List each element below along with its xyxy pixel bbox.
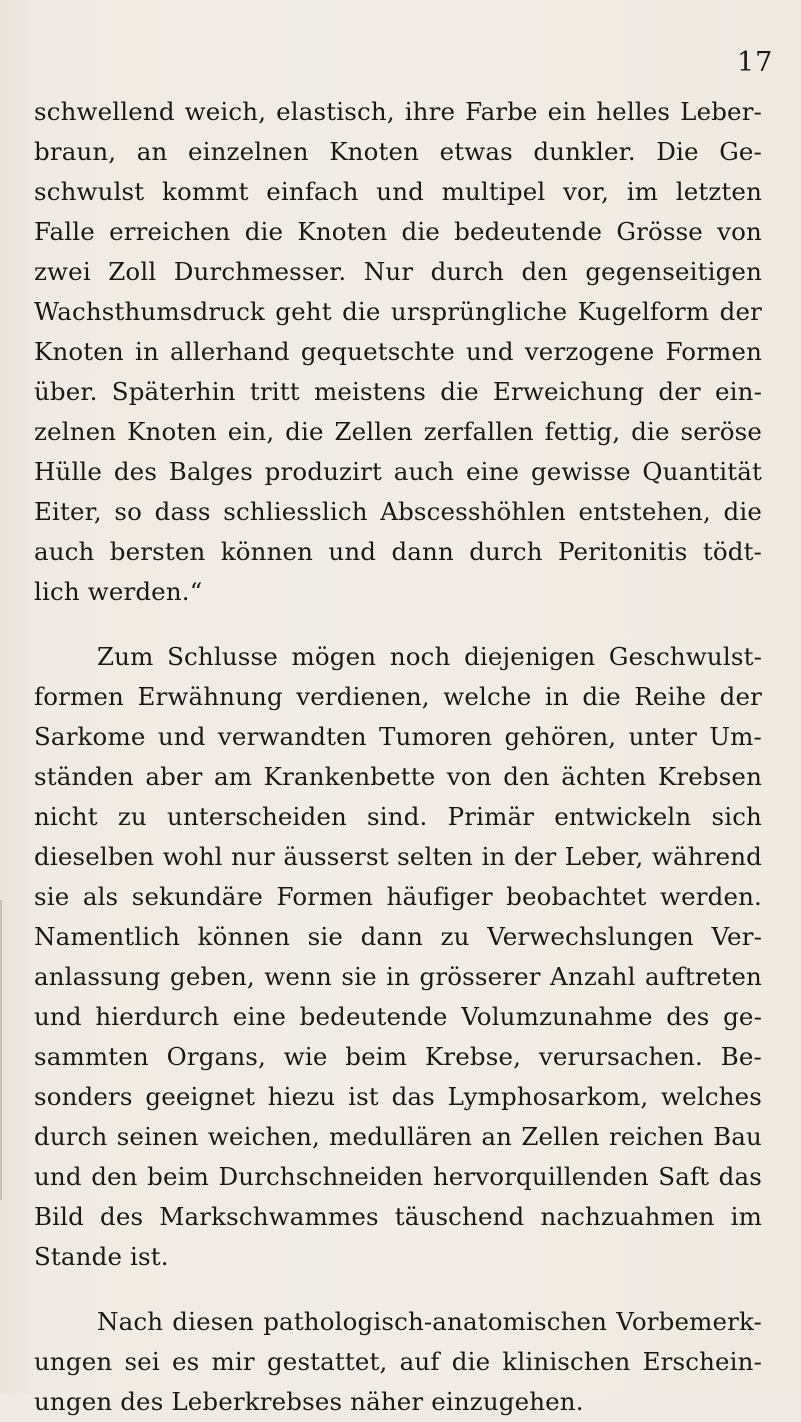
text-line: Nach diesen pathologisch-anatomischen Vorbemerk-: [97, 1307, 762, 1336]
text-line: und den beim Durchschneiden hervorquillenden Saft das: [34, 1162, 762, 1191]
text-line: sonders geeignet hiezu ist das Lymphosarkom, welches: [34, 1082, 762, 1111]
page-number: 17: [737, 47, 774, 78]
text-line: Falle erreichen die Knoten die bedeutende Grösse von: [34, 217, 762, 246]
text-line: Eiter, so dass schliesslich Abscesshöhlen entstehen, die: [34, 497, 762, 526]
paragraph-3: [34, 1302, 762, 1422]
text-line: sie als sekundäre Formen häufiger beobachtet werden.: [34, 882, 762, 911]
text-line: Knoten in allerhand gequetschte und verzogene Formen: [34, 337, 762, 366]
text-line: durch seinen weichen, medullären an Zellen reichen Bau: [34, 1122, 762, 1151]
text-line: braun, an einzelnen Knoten etwas dunkler. Die Ge-: [34, 137, 762, 166]
text-line: Zum Schlusse mögen noch diejenigen Geschwulst-: [97, 642, 762, 671]
text-line: ungen des Leberkrebses näher einzugehen.: [34, 1387, 584, 1416]
text-line: Namentlich können sie dann zu Verwechslungen Ver-: [34, 922, 762, 951]
text-line: schwellend weich, elastisch, ihre Farbe ein helles Leber-: [34, 97, 762, 126]
paragraph-2: [34, 637, 762, 1277]
text-line: Bild des Markschwammes täuschend nachzuahmen im: [34, 1202, 762, 1231]
text-line: auch bersten können und dann durch Peritonitis tödt-: [34, 537, 762, 566]
text-line: zwei Zoll Durchmesser. Nur durch den gegenseitigen: [34, 257, 762, 286]
text-line: lich werden.“: [34, 577, 203, 606]
text-line: ungen sei es mir gestattet, auf die klinischen Erschein-: [34, 1347, 762, 1376]
text-line: dieselben wohl nur äusserst selten in der Leber, während: [34, 842, 762, 871]
text-line: zelnen Knoten ein, die Zellen zerfallen fettig, die seröse: [34, 417, 762, 446]
text-line: formen Erwähnung verdienen, welche in die Reihe der: [34, 682, 762, 711]
text-line: anlassung geben, wenn sie in grösserer Anzahl auftreten: [34, 962, 762, 991]
text-line: schwulst kommt einfach und multipel vor, im letzten: [34, 177, 762, 206]
text-line: über. Späterhin tritt meistens die Erweichung der ein-: [34, 377, 762, 406]
text-line: Sarkome und verwandten Tumoren gehören, unter Um-: [34, 722, 762, 751]
paragraph-1: [34, 92, 762, 612]
text-line: Stande ist.: [34, 1242, 169, 1271]
text-line: sammten Organs, wie beim Krebse, verursachen. Be-: [34, 1042, 762, 1071]
text-line: nicht zu unterscheiden sind. Primär entwickeln sich: [34, 802, 762, 831]
text-line: ständen aber am Krankenbette von den ächten Krebsen: [34, 762, 762, 791]
body-text: [34, 92, 762, 1422]
text-line: Wachsthumsdruck geht die ursprüngliche Kugelform der: [34, 297, 762, 326]
text-line: und hierdurch eine bedeutende Volumzunahme des ge-: [34, 1002, 762, 1031]
page-edge-shadow: [0, 900, 2, 1200]
text-line: Hülle des Balges produzirt auch eine gewisse Quantität: [34, 457, 762, 486]
